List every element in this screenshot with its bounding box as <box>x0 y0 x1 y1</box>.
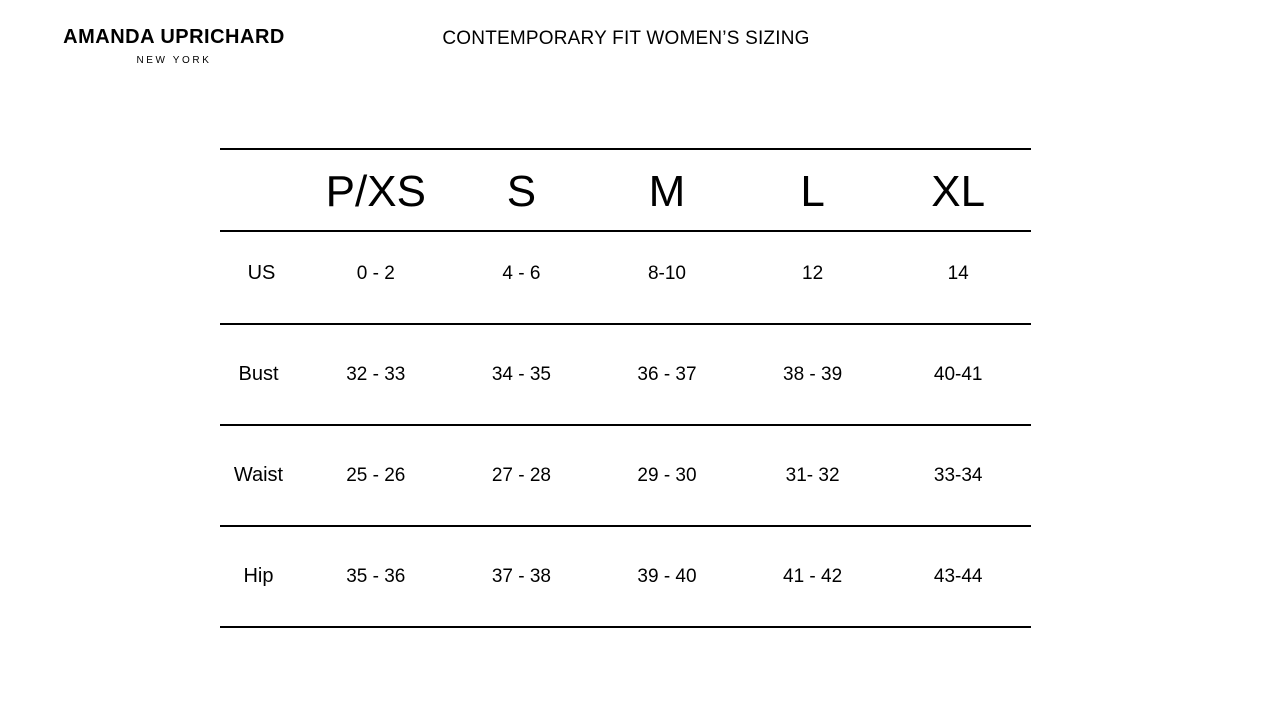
column-header-pxs: P/XS <box>303 149 449 231</box>
table-header-row <box>220 149 1031 231</box>
cell-hip-pxs: 35 - 36 <box>303 526 449 627</box>
cell-bust-l: 38 - 39 <box>740 324 886 425</box>
table-corner-cell <box>220 149 303 231</box>
row-label-hip: Hip <box>220 526 303 627</box>
table-row <box>220 526 1031 627</box>
cell-us-m: 8-10 <box>594 231 740 324</box>
cell-waist-xl: 33-34 <box>885 425 1031 526</box>
brand-name: AMANDA UPRICHARD <box>63 26 285 48</box>
row-label-waist: Waist <box>220 425 303 526</box>
column-header-s: S <box>449 149 595 231</box>
page-title: CONTEMPORARY FIT WOMEN’S SIZING <box>442 28 810 49</box>
cell-hip-xl: 43-44 <box>885 526 1031 627</box>
cell-waist-pxs: 25 - 26 <box>303 425 449 526</box>
cell-hip-m: 39 - 40 <box>594 526 740 627</box>
table-row <box>220 324 1031 425</box>
table-row <box>220 425 1031 526</box>
cell-bust-xl: 40-41 <box>885 324 1031 425</box>
cell-waist-l: 31- 32 <box>740 425 886 526</box>
cell-waist-m: 29 - 30 <box>594 425 740 526</box>
row-label-us: US <box>220 231 303 324</box>
cell-bust-pxs: 32 - 33 <box>303 324 449 425</box>
cell-us-s: 4 - 6 <box>449 231 595 324</box>
cell-us-pxs: 0 - 2 <box>303 231 449 324</box>
cell-hip-l: 41 - 42 <box>740 526 886 627</box>
brand-subtitle: NEW YORK <box>136 55 212 66</box>
cell-us-l: 12 <box>740 231 886 324</box>
column-header-l: L <box>740 149 886 231</box>
cell-bust-m: 36 - 37 <box>594 324 740 425</box>
size-chart-table-wrapper <box>220 148 1031 628</box>
column-header-m: M <box>594 149 740 231</box>
cell-bust-s: 34 - 35 <box>449 324 595 425</box>
cell-hip-s: 37 - 38 <box>449 526 595 627</box>
size-chart-table <box>220 148 1031 628</box>
column-header-xl: XL <box>885 149 1031 231</box>
cell-waist-s: 27 - 28 <box>449 425 595 526</box>
table-row <box>220 231 1031 324</box>
row-label-bust: Bust <box>220 324 303 425</box>
cell-us-xl: 14 <box>885 231 1031 324</box>
